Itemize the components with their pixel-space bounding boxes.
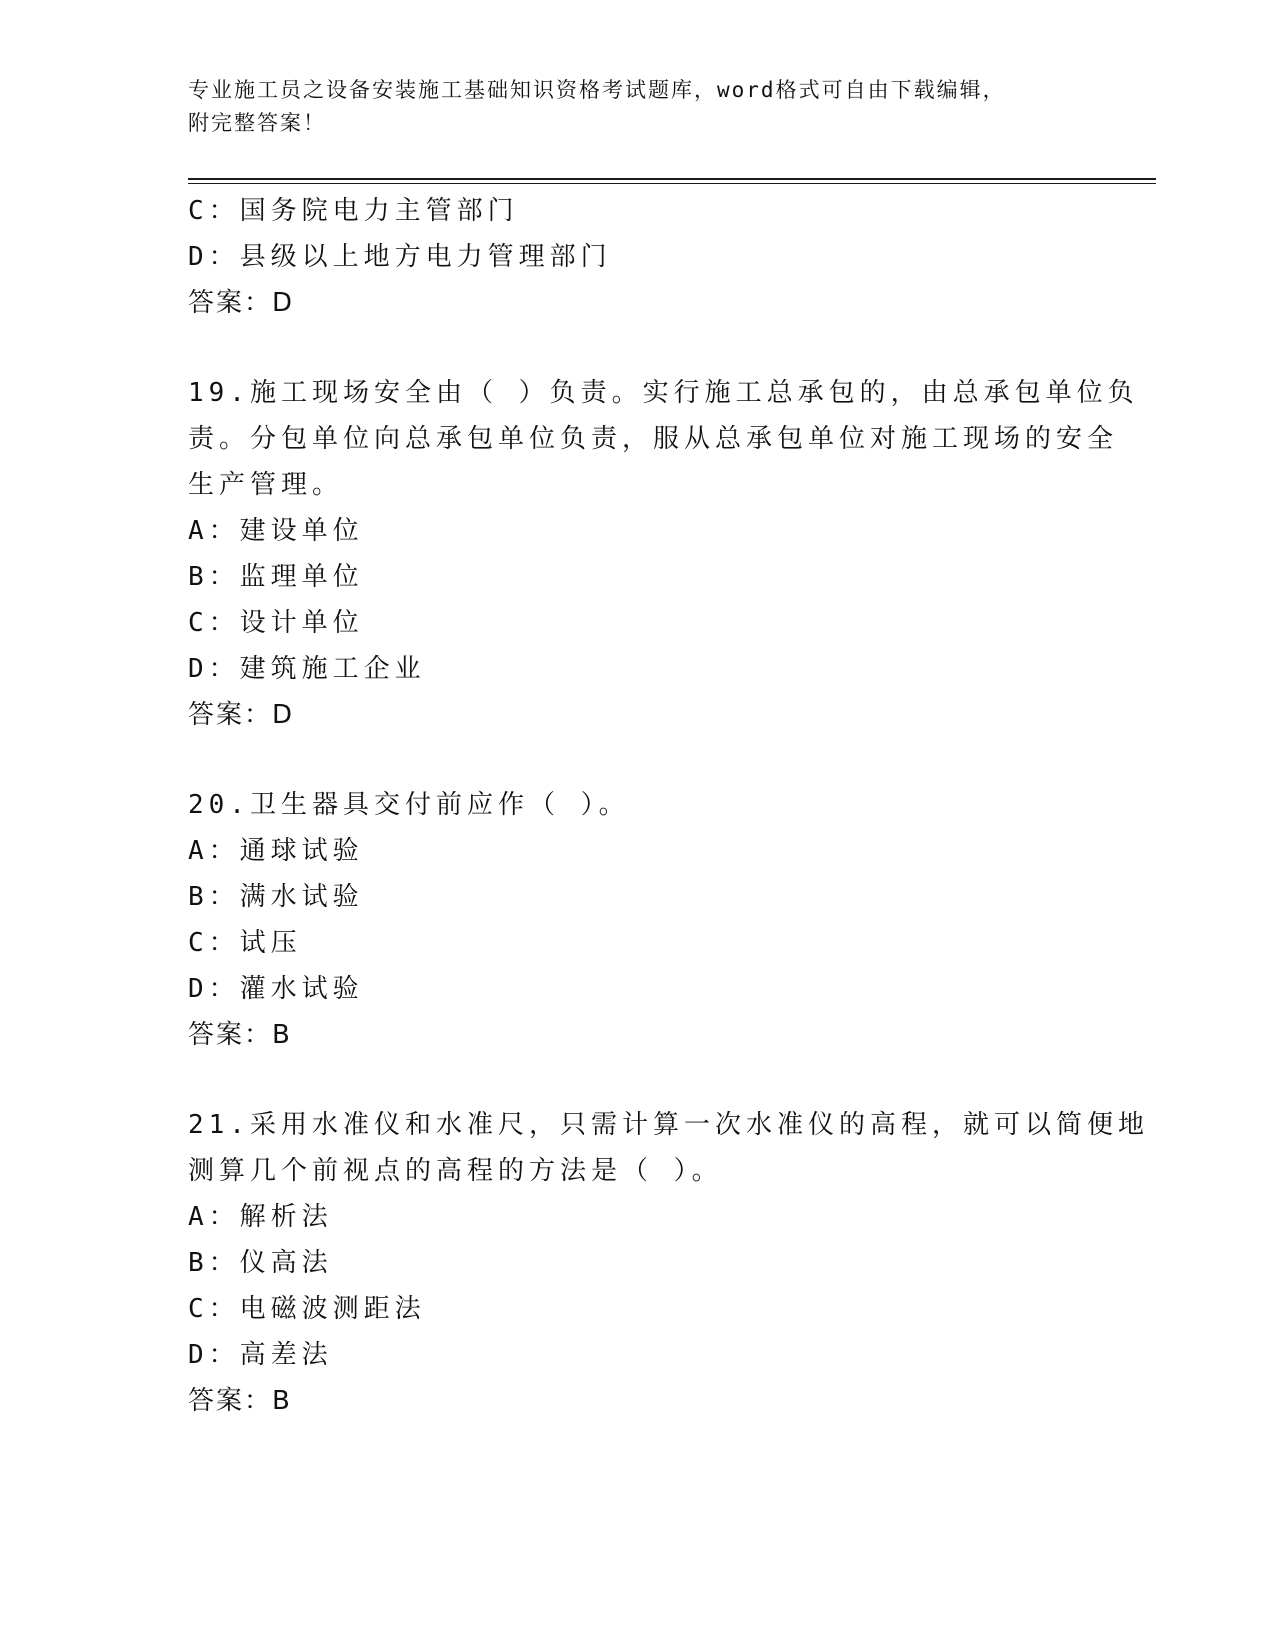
option-d: D：县级以上地方电力管理部门 bbox=[188, 242, 612, 272]
option-c: C：国务院电力主管部门 bbox=[188, 196, 519, 226]
answer-line: 答案：B bbox=[188, 1386, 292, 1416]
question-19 bbox=[188, 370, 1139, 738]
option-d: D：灌水试验 bbox=[188, 974, 364, 1004]
answer-line: 答案：B bbox=[188, 1020, 292, 1050]
option-b: B：监理单位 bbox=[188, 562, 364, 592]
option-b: B：仪高法 bbox=[188, 1248, 333, 1278]
option-d: D：建筑施工企业 bbox=[188, 654, 426, 684]
header-line-2: 附完整答案！ bbox=[188, 111, 326, 135]
option-a: A：通球试验 bbox=[188, 836, 364, 866]
option-a: A：解析法 bbox=[188, 1202, 333, 1232]
header-divider-thin bbox=[188, 183, 1156, 184]
question-stem-line: 21.采用水准仪和水准尺，只需计算一次水准仪的高程，就可以简便地 bbox=[188, 1110, 1149, 1140]
document-header bbox=[188, 74, 1088, 140]
question-list bbox=[188, 188, 1149, 1424]
question-21 bbox=[188, 1102, 1149, 1424]
question-20 bbox=[188, 782, 1088, 1058]
question-stem-line: 20.卫生器具交付前应作（ ）。 bbox=[188, 790, 630, 820]
question-stem-line: 生产管理。 bbox=[188, 470, 344, 500]
option-b: B：满水试验 bbox=[188, 882, 364, 912]
option-c: C：试压 bbox=[188, 928, 302, 958]
header-divider-thick bbox=[188, 178, 1156, 180]
question-stem-line: 测算几个前视点的高程的方法是（ ）。 bbox=[188, 1156, 723, 1186]
answer-line: 答案：D bbox=[188, 700, 295, 730]
header-line-1: 专业施工员之设备安装施工基础知识资格考试题库，word格式可自由下载编辑， bbox=[188, 78, 1006, 102]
option-c: C：设计单位 bbox=[188, 608, 364, 638]
question-18-continued bbox=[188, 188, 1088, 326]
option-c: C：电磁波测距法 bbox=[188, 1294, 426, 1324]
option-a: A：建设单位 bbox=[188, 516, 364, 546]
answer-line: 答案：D bbox=[188, 288, 295, 318]
option-d: D：高差法 bbox=[188, 1340, 333, 1370]
question-stem-line: 责。分包单位向总承包单位负责，服从总承包单位对施工现场的安全 bbox=[188, 424, 1119, 454]
question-stem-line: 19.施工现场安全由（ ）负责。实行施工总承包的，由总承包单位负 bbox=[188, 378, 1139, 408]
